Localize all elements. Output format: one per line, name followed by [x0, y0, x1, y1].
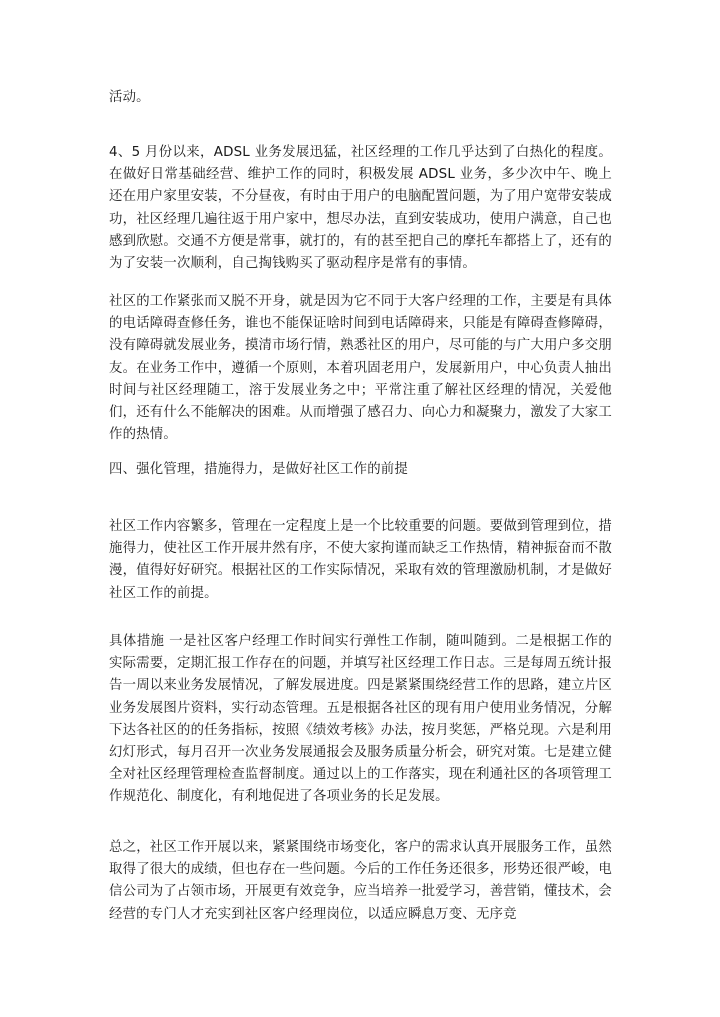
paragraph-specific-measures: 具体措施 一是社区客户经理工作时间实行弹性工作制，随叫随到。二是根据工作的实际需要，定期汇报工作存在的问题，并填写社区经理工作日志。三是每周五统计报告一周以来业务发展情况，了解发展进度。四是紧紧围绕经营工作的思路，建立片区业务发展图片资料，实行动态管理。五是根据各社区的现有用户使用业务情况，分解下达各社区的的任务指标，按照《绩效考核》办法，按月奖惩，严格兑现。六是利用幻灯形式，每月召开一次业务发展通报会及服务质量分析会，研究对策。七是建立健全对社区经理管理检查监督制度。通过以上的工作落实，现在利通社区的各项管理工作规范化、制度化，有利地促进了各项业务的长足发展。 — [109, 634, 612, 805]
paragraph-summary: 总之，社区工作开展以来，紧紧围绕市场变化，客户的需求认真开展服务工作，虽然取得了很大的成绩，但也存在一些问题。今后的工作任务还很多，形势还很严峻，电信公司为了占领市场，开展更有效竞争，应当培养一批爱学习，善营销，懂技术，会经营的专门人才充实到社区客户经理岗位，以适应瞬息万变、无序竞 — [109, 840, 612, 922]
paragraph-continuation: 活动。 — [109, 90, 150, 105]
paragraph-management: 社区工作内容繁多，管理在一定程度上是一个比较重要的问题。要做到管理到位，措施得力，使社区工作开展井然有序，不使大家拘谨而缺乏工作热情，精神振奋而不散漫，值得好好研究。根据社区的工作实际情况，采取有效的管理激励机制，才是做好社区工作的前提。 — [109, 519, 612, 601]
paragraph-adsl-development: 4、5 月份以来，ADSL 业务发展迅猛，社区经理的工作几乎达到了白热化的程度。在做好日常基础经营、维护工作的同时，积极发展 ADSL 业务，多少次中午、晚上还在用户家里安装，不分昼夜，有时由于用户的电脑配置问题，为了用户宽带安装成功，社区经理几遍往返于用户家中，想尽办法，直到安装成功，使用户满意，自己也感到欣慰。交通不方便是常事，就打的，有的甚至把自己的摩托车都搭上了，还有的为了安装一次顺利，自己掏钱购买了驱动程序是常有的事情。 — [109, 145, 612, 272]
paragraph-community-work: 社区的工作紧张而又脱不开身，就是因为它不同于大客户经理的工作，主要是有具体的电话障碍查修任务，谁也不能保证啥时间到电话障碍来，只能是有障碍查修障碍，没有障碍就发展业务，摸清市场行情，熟悉社区的用户，尽可能的与广大用户多交朋友。在业务工作中，遵循一个原则，本着巩固老用户，发展新用户，中心负责人抽出时间与社区经理随工，溶于发展业务之中；平常注重了解社区经理的情况，关爱他们，还有什么不能解决的困难。从而增强了感召力、向心力和凝聚力，激发了大家工作的热情。 — [109, 294, 612, 443]
section-heading: 四、强化管理，措施得力，是做好社区工作的前提 — [109, 462, 408, 477]
